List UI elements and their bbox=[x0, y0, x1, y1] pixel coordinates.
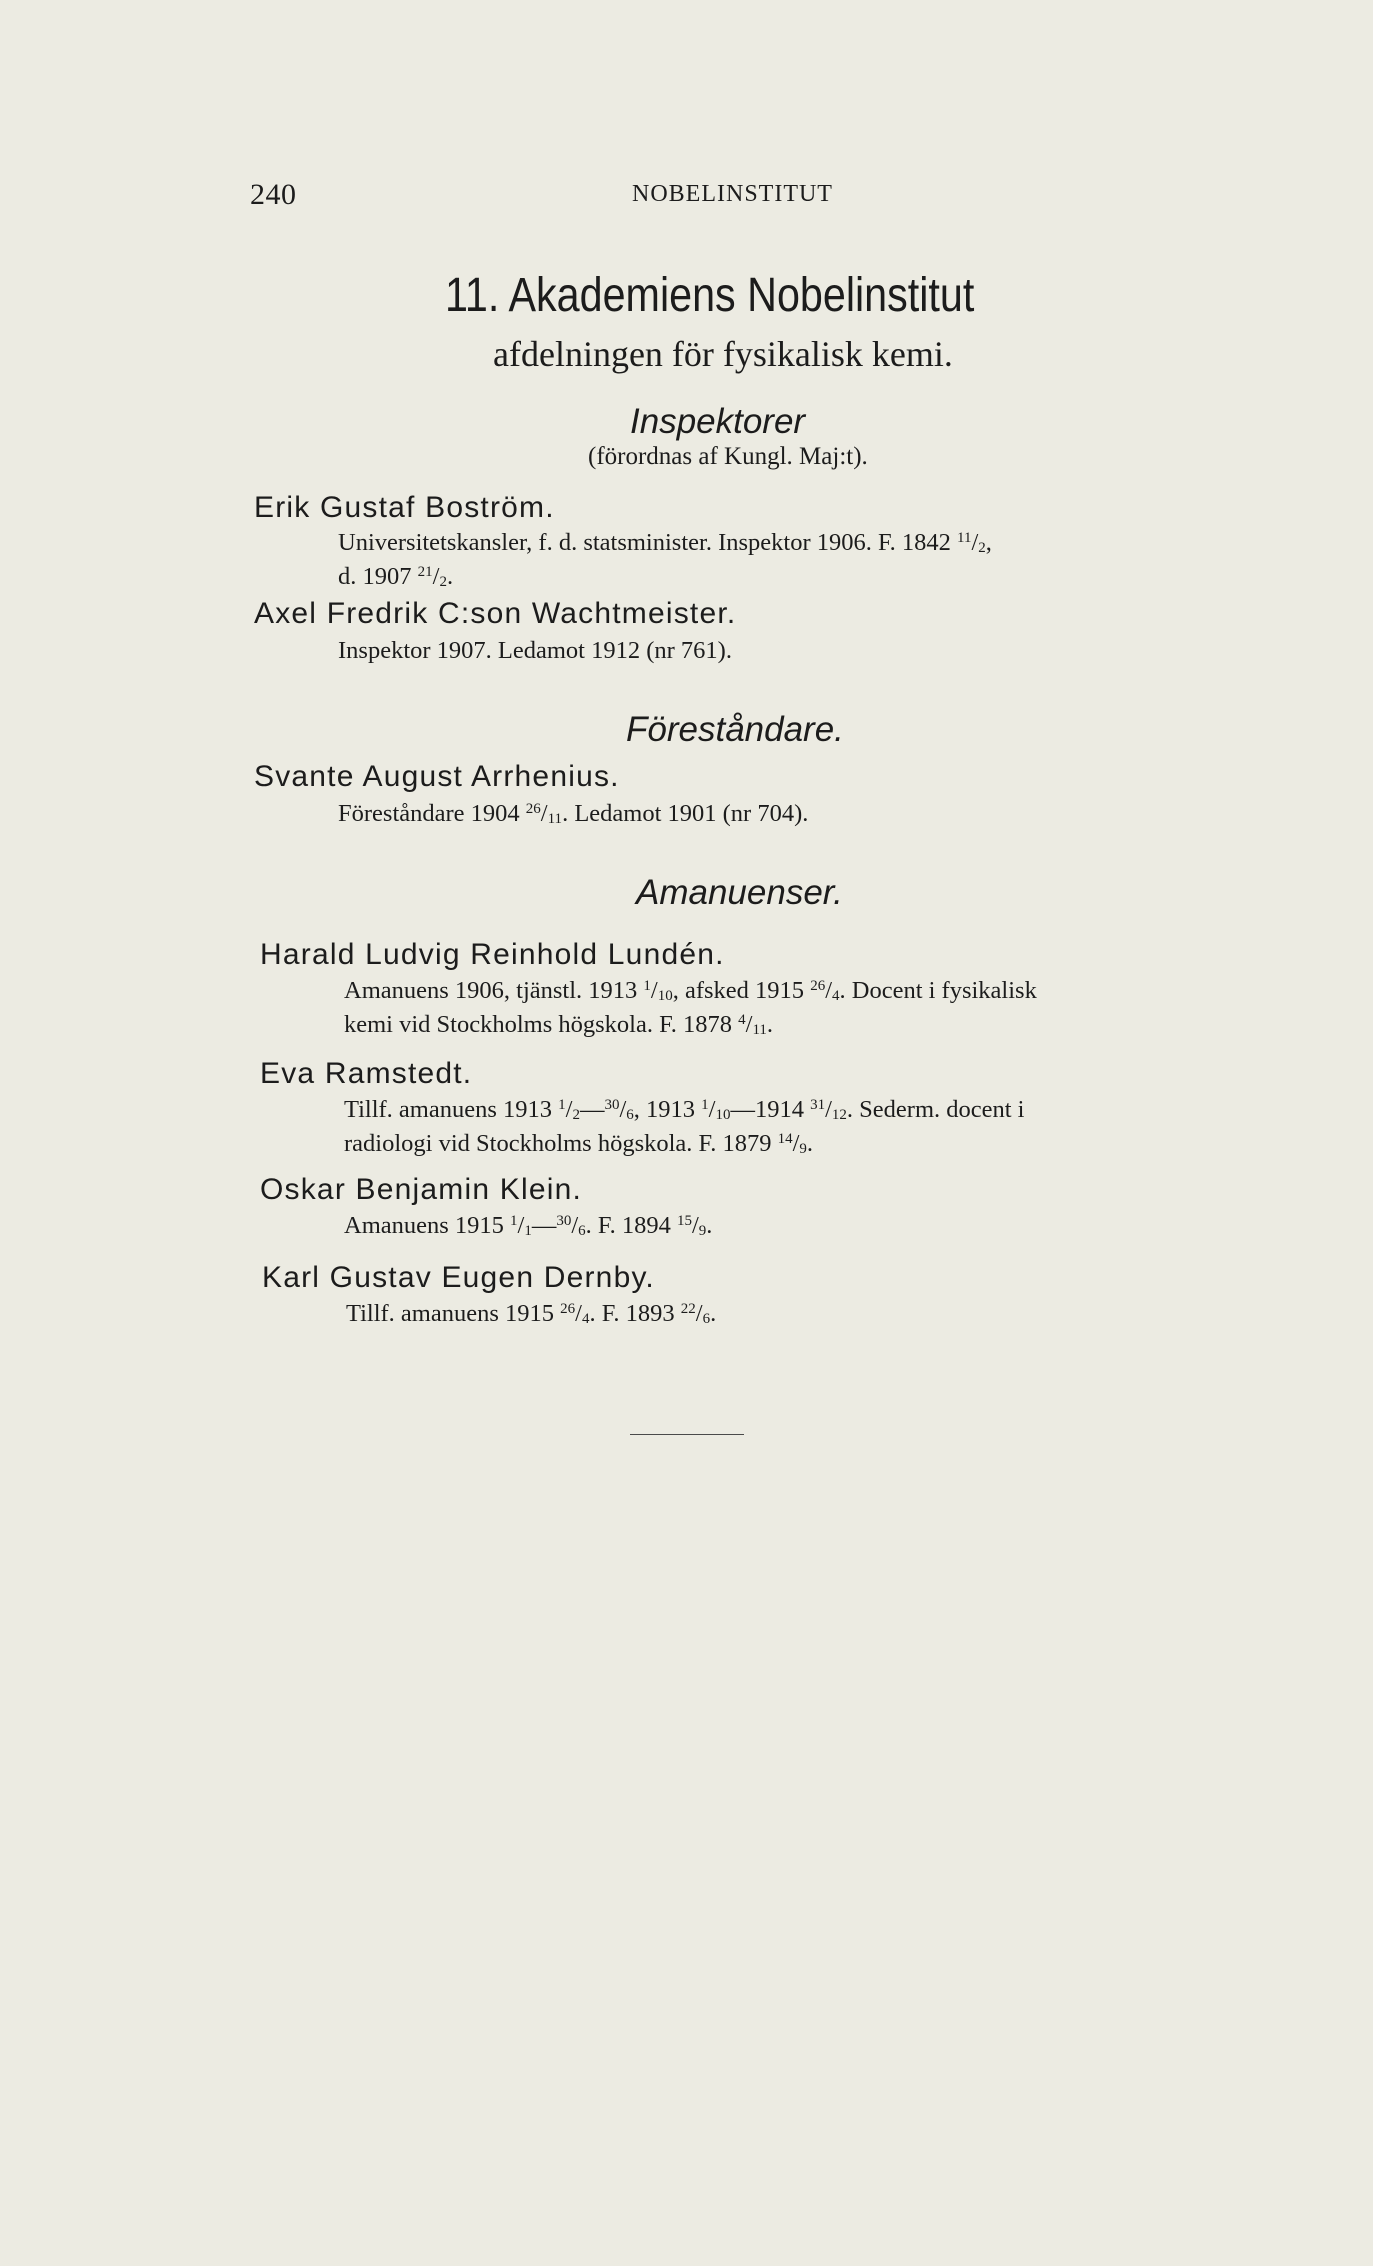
person-name-bostrom: Erik Gustaf Boström. bbox=[254, 491, 555, 524]
person-detail-dernby: Tillf. amanuens 1915 $^{26}/_4$. F. 1893 $^{22}/_6$. bbox=[346, 1300, 717, 1327]
person-detail-klein: Amanuens 1915 $^1/_1—^{30}/_6$. F. 1894 $^{15}/_9$. bbox=[344, 1212, 713, 1239]
person-name-ramstedt: Eva Ramstedt. bbox=[260, 1057, 473, 1090]
person-detail-ramstedt: Tillf. amanuens 1913 $^1/_2—^{30}/_6$, 1913 $^1/_{10}—1914$ $^{31}/_{12}$. Sederm. docent i radiologi vid Stockholms högskola. F. 1879 $^{14}/_9$. bbox=[344, 1096, 1025, 1157]
heading-inspektorer: Inspektorer bbox=[630, 402, 806, 441]
person-name-arrhenius: Svante August Arrhenius. bbox=[254, 760, 620, 793]
heading-forestandare: Föreståndare. bbox=[626, 710, 844, 749]
person-detail-bostrom: Universitetskansler, f. d. statsminister. Inspektor 1906. F. 1842 $^{11}/_2$, d. 1907 $^{21}/_2$. bbox=[338, 529, 992, 590]
person-name-lunden: Harald Ludvig Reinhold Lundén. bbox=[260, 938, 725, 971]
page-number: 240 bbox=[250, 178, 297, 211]
person-detail-lunden: Amanuens 1906, tjänstl. 1913 $^1/_{10}$, afsked 1915 $^{26}/_4$. Docent i fysikalisk kemi vid Stockholms högskola. F. 1878 $^4/_{11}$. bbox=[344, 977, 1037, 1038]
person-name-wachtmeister: Axel Fredrik C:son Wachtmeister. bbox=[254, 597, 737, 630]
person-name-klein: Oskar Benjamin Klein. bbox=[260, 1173, 582, 1206]
person-name-dernby: Karl Gustav Eugen Dernby. bbox=[262, 1261, 655, 1294]
person-detail-arrhenius: Föreståndare 1904 $^{26}/_{11}$. Ledamot 1901 (nr 704). bbox=[338, 800, 809, 827]
person-detail-wachtmeister: Inspektor 1907. Ledamot 1912 (nr 761). bbox=[338, 637, 732, 664]
heading-amanuenser: Amanuenser. bbox=[636, 873, 843, 912]
end-rule bbox=[630, 1434, 744, 1435]
section-title: 11. Akademiens Nobelinstitut bbox=[445, 269, 975, 322]
section-subtitle: afdelningen för fysikalisk kemi. bbox=[493, 334, 953, 374]
note-inspektorer: (förordnas af Kungl. Maj:t). bbox=[588, 443, 868, 470]
running-head: NOBELINSTITUT bbox=[632, 181, 833, 207]
